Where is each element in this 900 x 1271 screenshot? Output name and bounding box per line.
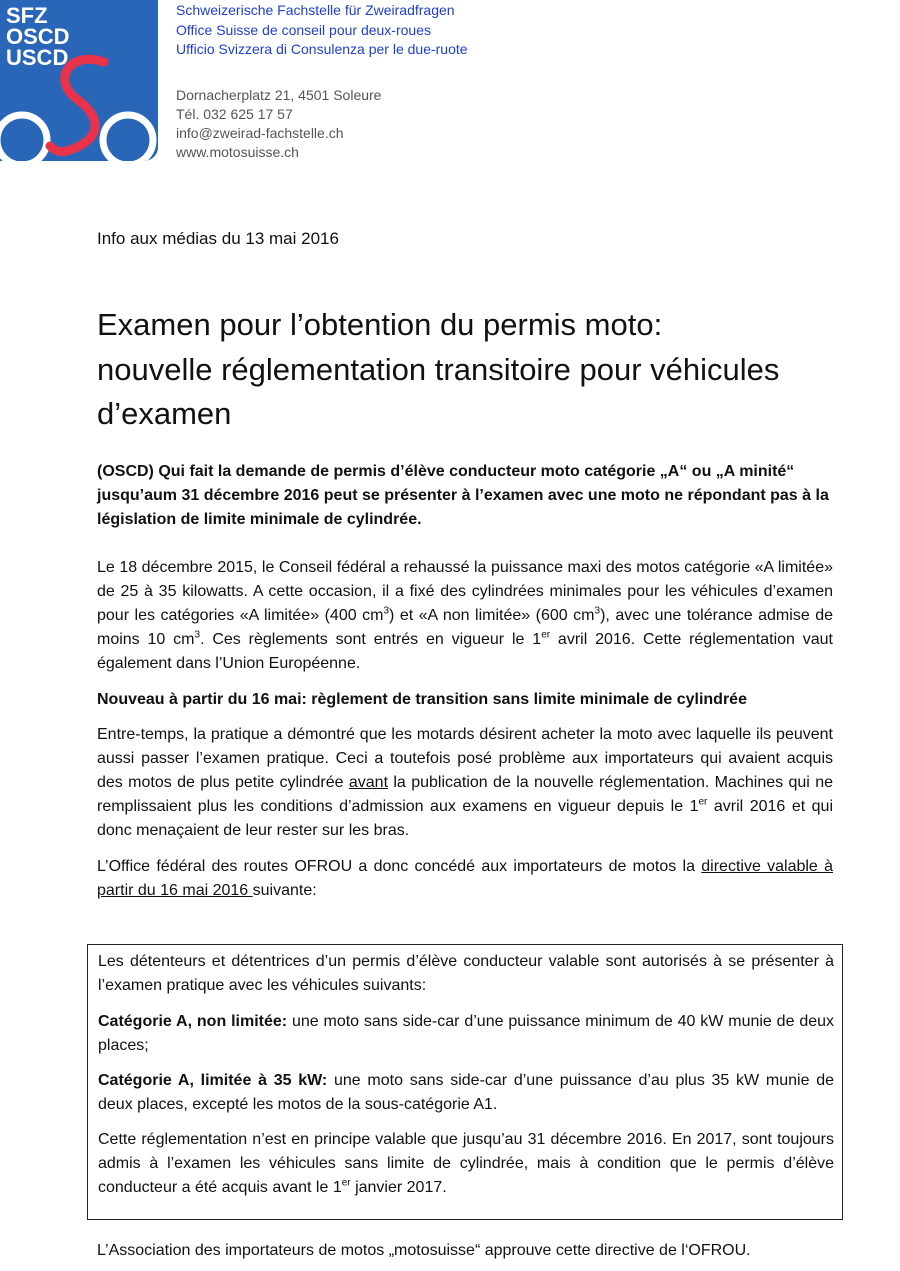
organization-name-de: Schweizerische Fachstelle für Zweiradfragen: [176, 2, 455, 18]
directive-validity-note: [98, 1128, 834, 1200]
paragraph-regulation-background: [97, 556, 833, 676]
logo-graphic: [0, 0, 158, 161]
section-subheading: Nouveau à partir du 16 mai: règlement de transition sans limite minimale de cylindrée: [97, 691, 747, 708]
category-a-unlimited-label: Catégorie A, non limitée:: [98, 1013, 288, 1030]
title-line-1: Examen pour l’obtention du permis moto:: [97, 307, 663, 342]
p1-text-b: ) et «A non limitée» (600 cm: [389, 607, 595, 624]
logo-text-sfz: SFZ: [6, 3, 48, 28]
contact-phone: Tél. 032 625 17 57: [176, 106, 293, 122]
paragraph-practice: [97, 723, 833, 843]
media-info-dateline: Info aux médias du 13 mai 2016: [97, 229, 339, 248]
p3-underlined-directive: directive valable à partir du 16 mai 2016: [97, 858, 833, 899]
validity-note-sup: er: [341, 1177, 351, 1189]
category-a-limited-text: une moto sans side-car d’une puissance d’au plus 35 kW munie de deux places, excepté les motos de la sous-catégorie A1.: [98, 1072, 834, 1113]
organization-logo: [0, 0, 158, 161]
p2-underlined-avant: avant: [348, 774, 389, 791]
p1-text-e: avril 2016. Cette réglementation vaut également dans l’Union Européenne.: [97, 631, 834, 672]
directive-box: [87, 944, 843, 1220]
p2-text-b: la publication de la nouvelle réglementation. Machines qui ne remplissaient plus les conditions d’admission aux examens en vigueur depuis le 1: [97, 774, 834, 815]
title-line-3: d’examen: [97, 396, 232, 431]
p1-text-d: . Ces règlements sont entrés en vigueur le 1: [200, 631, 542, 648]
p1-sup-1: 3: [383, 605, 389, 617]
validity-note-text-b: janvier 2017.: [350, 1179, 447, 1196]
organization-names: [176, 1, 468, 60]
directive-category-a-unlimited: [98, 1010, 834, 1058]
organization-name-it: Ufficio Svizzera di Consulenza per le due-ruote: [176, 41, 468, 57]
contact-email[interactable]: info@zweirad-fachstelle.ch: [176, 125, 344, 141]
validity-note-text-a: Cette réglementation n’est en principe valable que jusqu’au 31 décembre 2016. En 2017, sont toujours admis à l’examen les véhicules sans limite de cylindrée, mais à condition que le permis d’élève conducteur a été acquis avant le 1: [98, 1131, 834, 1196]
p1-text-a: Le 18 décembre 2015, le Conseil fédéral a rehaussé la puissance maxi des motos catégorie «A limitée» de 25 à 35 kilowatts. A cette occasion, il a fixé des cylindrées minimales pour les véhicules d’examen pour les catégories «A limitée» (400 cm: [97, 559, 833, 624]
logo-text-uscd: USCD: [6, 45, 69, 70]
p1-text-c: ), avec une tolérance admise de moins 10 cm: [97, 607, 834, 648]
directive-category-a-limited: [98, 1069, 834, 1117]
directive-intro: Les détenteurs et détentrices d’un permis d’élève conducteur valable sont autorisés à se présenter à l’examen pratique avec les véhicules suivants:: [98, 953, 834, 994]
category-a-limited-label: Catégorie A, limitée à 35 kW:: [98, 1072, 328, 1089]
p3-text-b: suivante:: [252, 882, 317, 899]
p1-sup-3: 3: [194, 629, 201, 641]
contact-website[interactable]: www.motosuisse.ch: [176, 144, 299, 160]
category-a-unlimited-text: une moto sans side-car d’une puissance minimum de 40 kW munie de deux places;: [98, 1013, 835, 1054]
organization-name-fr: Office Suisse de conseil pour deux-roues: [176, 21, 431, 38]
paragraph-ofrou-directive: [97, 855, 833, 903]
contact-address: Dornacherplatz 21, 4501 Soleure: [176, 87, 382, 103]
p1-sup-4: er: [541, 629, 551, 641]
p2-text-a: Entre-temps, la pratique a démontré que les motards désirent acheter la moto avec laquelle ils peuvent aussi passer l’examen pratique. Ceci a toutefois posé problème aux importateurs qui avaient acquis des motos de plus petite cylindrée: [97, 726, 833, 791]
p1-sup-2: 3: [594, 605, 601, 617]
logo-text-oscd: OSCD: [6, 24, 70, 49]
p3-text-a: L’Office fédéral des routes OFROU a donc concédé aux importateurs de motos la: [97, 858, 702, 875]
p2-text-c: avril 2016 et qui donc menaçaient de leur rester sur les bras.: [97, 798, 833, 839]
p2-sup: er: [698, 796, 708, 808]
contact-block: [176, 86, 381, 162]
closing-statement: L’Association des importateurs de motos „motosuisse“ approuve cette directive de l‘OFROU.: [97, 1242, 751, 1259]
lead-paragraph: (OSCD) Qui fait la demande de permis d’élève conducteur moto catégorie „A“ ou „A minité“ jusqu’aum 31 décembre 2016 peut se présenter à l’examen avec une moto ne répondant pas à la législation de limite minimale de cylindrée.: [97, 463, 829, 528]
title-line-2: nouvelle réglementation transitoire pour véhicules: [97, 351, 780, 387]
document-title: [97, 303, 857, 437]
